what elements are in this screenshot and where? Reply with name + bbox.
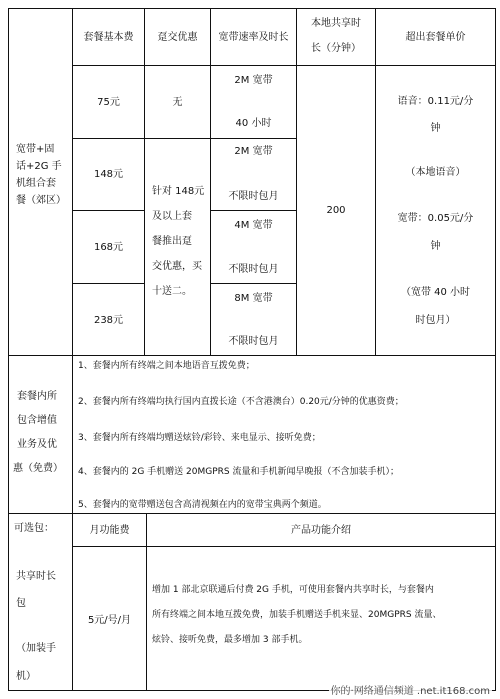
discount-merged-line: 交优惠，买 [152, 261, 202, 272]
optional-label: 可选包： [14, 523, 54, 534]
package-name-line: 宽带+固 [16, 144, 55, 155]
optional-name-line: 共享时长 [16, 571, 56, 582]
discount-merged-line: 及以上套 [152, 211, 192, 222]
package-name-line: 餐（郊区） [16, 195, 66, 206]
overage-line: 语音：0.11元/分 [397, 96, 474, 107]
duration-cell: 40 小时 [235, 118, 272, 129]
discount-merged-line: 十送二。 [152, 286, 192, 297]
fee-cell: 75元 [97, 97, 120, 108]
header-overage-price: 超出套餐单价 [405, 32, 466, 43]
divider [72, 546, 496, 547]
overage-line: 钟 [430, 123, 441, 134]
overage-line: 时包月） [415, 315, 456, 326]
speed-cell: 2M 宽带 [234, 146, 273, 157]
discount-cell: 无 [172, 97, 183, 108]
divider [146, 513, 147, 691]
divider [72, 8, 73, 356]
header-prepay-discount: 趸交优惠 [157, 32, 198, 43]
package-name-line: 话+2G 手 [16, 161, 62, 172]
discount-merged-line: 餐推出趸 [152, 236, 192, 247]
divider [72, 513, 73, 691]
optional-fee-value: 5元/号/月 [87, 615, 132, 626]
duration-cell: 不限时包月 [228, 264, 279, 275]
border-right [495, 8, 496, 691]
share-minutes-value: 200 [326, 205, 346, 216]
border-top [8, 8, 496, 9]
package-name-line: 机组合套 [16, 178, 56, 189]
divider [210, 283, 296, 284]
divider [375, 8, 376, 356]
value-added-item: 3、套餐内所有终端均赠送炫铃/彩铃、来电显示、接听免费； [78, 433, 321, 443]
divider [210, 210, 296, 211]
divider [8, 355, 496, 356]
value-added-label-line: 包含增值 [17, 415, 57, 426]
value-added-item: 1、套餐内所有终端之间本地语音互拨免费； [78, 361, 255, 371]
fee-cell: 168元 [93, 242, 124, 253]
divider [296, 8, 297, 356]
optional-desc-line: 所有终端之间本地互拨免费，加装手机赠送手机来显、20MGPRS 流量、 [152, 610, 442, 620]
divider [72, 210, 144, 211]
value-added-item: 2、套餐内所有终端均执行国内直拨长途（不含港澳台）0.20元/分钟的优惠资费； [78, 397, 404, 407]
value-added-label-line: 套餐内所 [17, 391, 57, 402]
divider [72, 283, 144, 284]
header-base-fee: 套餐基本费 [83, 32, 134, 43]
header-broadband-speed: 宽带速率及时长 [218, 32, 289, 43]
optional-name-line: （加装手 [16, 643, 56, 654]
overage-line: 宽带：0.05元/分 [397, 213, 474, 224]
divider [72, 65, 496, 66]
discount-merged-line: 针对 148元 [152, 186, 205, 197]
speed-cell: 2M 宽带 [234, 75, 273, 86]
overage-line: （本地语音） [405, 167, 466, 178]
speed-cell: 4M 宽带 [234, 220, 273, 231]
value-added-label-line: 惠（免费） [13, 463, 63, 474]
optional-name-line: 包 [16, 598, 26, 609]
header-share-minutes-line1: 本地共享时 [311, 18, 361, 29]
value-added-item: 5、套餐内的宽带赠送包含高清视频在内的宽带宝典两个频道。 [78, 500, 327, 510]
divider [72, 355, 73, 514]
optional-desc-header: 产品功能介绍 [291, 525, 351, 536]
divider [72, 138, 296, 139]
value-added-item: 4、套餐内的 2G 手机赠送 20MGPRS 流量和手机新闻早晚报（不含加装手机）； [78, 467, 399, 477]
divider [144, 8, 145, 356]
speed-cell: 8M 宽带 [234, 293, 273, 304]
border-left [8, 8, 9, 691]
optional-desc-line: 增加 1 部北京联通后付费 2G 手机，可使用套餐内共享时长，与套餐内 [152, 585, 434, 595]
overage-line: 钟 [430, 241, 441, 252]
overage-line: （宽带 40 小时 [400, 287, 471, 298]
optional-desc-line: 炫铃、接听免费，最多增加 3 部手机。 [152, 635, 308, 645]
duration-cell: 不限时包月 [228, 336, 279, 347]
optional-name-line: 机） [16, 671, 36, 682]
value-added-label-line: 业务及优 [17, 439, 57, 450]
divider [8, 513, 496, 514]
optional-fee-header: 月功能费 [89, 525, 130, 536]
fee-cell: 148元 [93, 169, 124, 180]
duration-cell: 不限时包月 [228, 191, 279, 202]
fee-cell: 238元 [93, 315, 124, 326]
site-watermark: 你的·网络通信频道 .net.it168.com [329, 682, 492, 697]
header-share-minutes-line2: 长（分钟） [311, 43, 361, 54]
